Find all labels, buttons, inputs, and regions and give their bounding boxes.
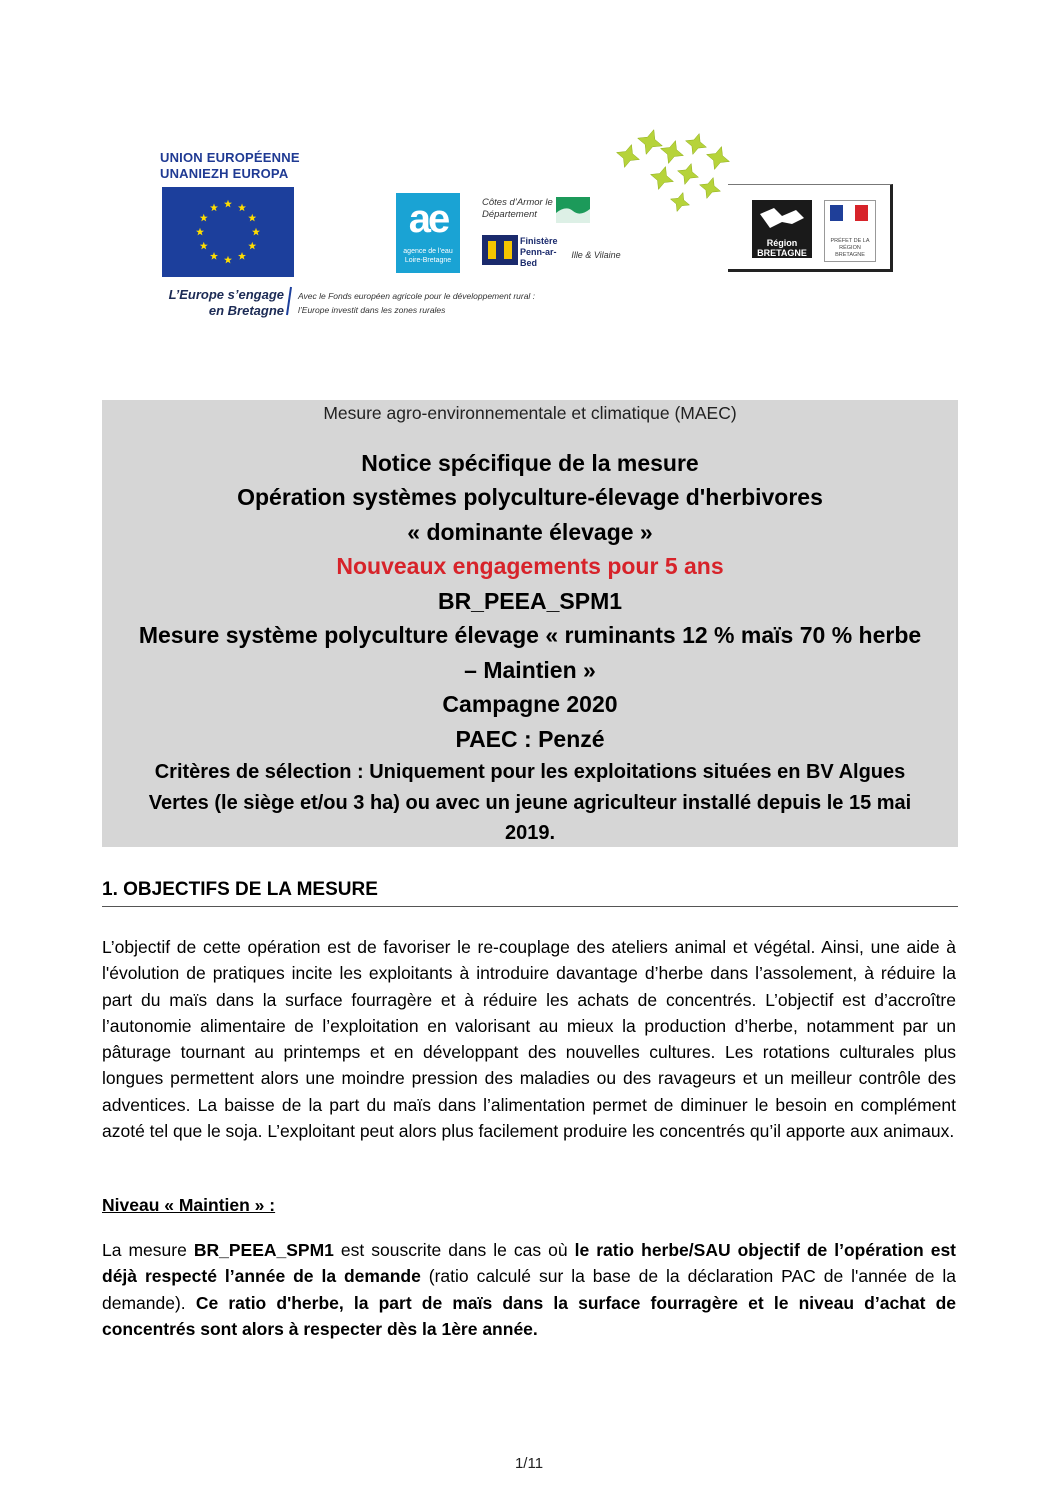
eu-star-icon — [196, 228, 204, 236]
mesure-code-bold: BR_PEEA_SPM1 — [193, 1240, 334, 1260]
header-campagne: Campagne 2020 — [442, 691, 618, 717]
header-criteres-line1: Critères de sélection : Uniquement pour les exploitations situées en BV Algues — [154, 761, 906, 783]
green-star-icon — [685, 133, 706, 154]
eu-star-icon — [248, 242, 256, 250]
cotes-armor-emblem-icon — [556, 197, 590, 223]
eu-slogan-line1: L’Europe s’engage — [168, 287, 284, 302]
eu-title-line1: UNION EUROPÉENNE — [160, 150, 300, 165]
eu-star-icon — [210, 252, 218, 260]
region-bretagne-label: Région BRETAGNE — [757, 238, 807, 258]
header-criteres-line2: Vertes (le siège et/ou 3 ha) ou avec un jeune agriculteur installé depuis le 15 mai — [148, 792, 912, 814]
section-title: 1. OBJECTIFS DE LA MESURE — [102, 879, 378, 900]
cotes-armor-logo: Côtes d’Armor le Département — [482, 197, 553, 220]
eu-star-icon — [252, 228, 260, 236]
mesure-paragraph — [102, 1237, 956, 1342]
green-star-icon — [677, 163, 698, 184]
region-stars-icon — [610, 128, 740, 218]
eu-title-line2: UNANIEZH EUROPA — [160, 166, 289, 181]
feader-line1: Avec le Fonds européen agricole pour le développement rural : — [298, 291, 536, 301]
mesure-text-2: est souscrite dans le cas où — [333, 1240, 575, 1260]
agence-eau-caption: agence de l’eau Loire-Bretagne — [403, 248, 453, 264]
prefet-label: PRÉFET DE LA RÉGION BRETAGNE — [830, 238, 870, 258]
header-subtitle: Mesure agro-environnementale et climatique (MAEC) — [323, 403, 737, 423]
header-nouveaux-engagements: Nouveaux engagements pour 5 ans — [336, 553, 724, 579]
header-notice: Notice spécifique de la mesure — [361, 450, 699, 476]
green-star-icon — [699, 177, 720, 198]
slash-divider-icon — [286, 286, 292, 316]
eu-star-icon — [238, 204, 246, 212]
green-star-icon — [661, 141, 684, 164]
eu-slogan-line2: en Bretagne — [208, 303, 284, 318]
header-dominante: « dominante élevage » — [407, 519, 653, 545]
mesure-ratio-bold: le ratio herbe/SAU objectif de l’opération est déjà respecté l’année de la demande — [102, 1240, 957, 1287]
green-star-icon — [670, 192, 689, 211]
eu-stars-icon — [162, 187, 294, 277]
niveau-maintien-heading: Niveau « Maintien » : — [102, 1195, 276, 1215]
green-star-icon — [638, 130, 663, 155]
page-number: 1/11 — [514, 1455, 544, 1472]
header-systeme-line1: Mesure système polyculture élevage « ruminants 12 % maïs 70 % herbe — [138, 622, 922, 648]
header-measure-code: BR_PEEA_SPM1 — [437, 588, 623, 614]
ille-vilaine-logo: Ille & Vilaine — [571, 250, 621, 260]
finistere-logo: Finistère Penn-ar-Bed — [520, 236, 558, 268]
eu-star-icon — [224, 200, 232, 208]
green-star-icon — [707, 147, 730, 170]
eu-star-icon — [238, 252, 246, 260]
eu-star-icon — [210, 204, 218, 212]
section-divider — [102, 906, 958, 907]
green-star-icon — [651, 167, 674, 190]
french-flag-icon — [830, 205, 868, 221]
feader-line2: l’Europe investit dans les zones rurales — [298, 305, 446, 315]
eu-star-icon — [224, 256, 232, 264]
objectif-paragraph: L’objectif de cette opération est de favoriser le re-couplage des ateliers animal et végétal. Ainsi, une aide à l'évolution de pratiques incite les exploitants à introduire davantage d’herbe dans l’assolement, à réduire la part du maïs dans la surface fourragère et à réduire les achats de concentrés. L’objectif est d’accroître l’autonomie alimentaire de l’exploitation en valorisant au mieux la production d’herbe, notamment par un pâturage tournant au printemps et en développant des nouvelles cultures. Les rotations culturales plus longues permettent alors une moindre pression des maladies ou des ravageurs et un meilleur contrôle des adventices. La baisse de la part du maïs dans l’alimentation permet de diminuer le besoin en complément azoté tel que le soja. L’exploitant peut alors plus facilement produire les concentrés qu’il apporte aux animaux. — [102, 937, 956, 1142]
agence-eau-letters: ae — [408, 197, 448, 241]
eu-star-icon — [200, 214, 208, 222]
header-paec: PAEC : Penzé — [455, 726, 605, 752]
eu-flag-logo — [162, 187, 294, 277]
header-systeme-line2: – Maintien » — [464, 657, 596, 683]
header-operation: Opération systèmes polyculture-élevage d'herbivores — [237, 484, 823, 510]
eu-logo-title — [160, 150, 330, 182]
header-criteres-line3: 2019. — [504, 822, 556, 844]
finistere-emblem-icon — [482, 235, 518, 265]
mesure-respect-bold: Ce ratio d'herbe, la part de maïs dans la surface fourragère et le niveau d’achat de concentrés sont alors à respecter dès la 1ère année. — [102, 1292, 956, 1339]
eu-star-icon — [248, 214, 256, 222]
mesure-text-1: La mesure — [102, 1240, 194, 1260]
green-star-icon — [617, 145, 640, 168]
eu-star-icon — [200, 242, 208, 250]
mesure-text-3: (ratio calculé sur la base de la déclaration PAC de l'année de la demande). — [102, 1266, 956, 1313]
